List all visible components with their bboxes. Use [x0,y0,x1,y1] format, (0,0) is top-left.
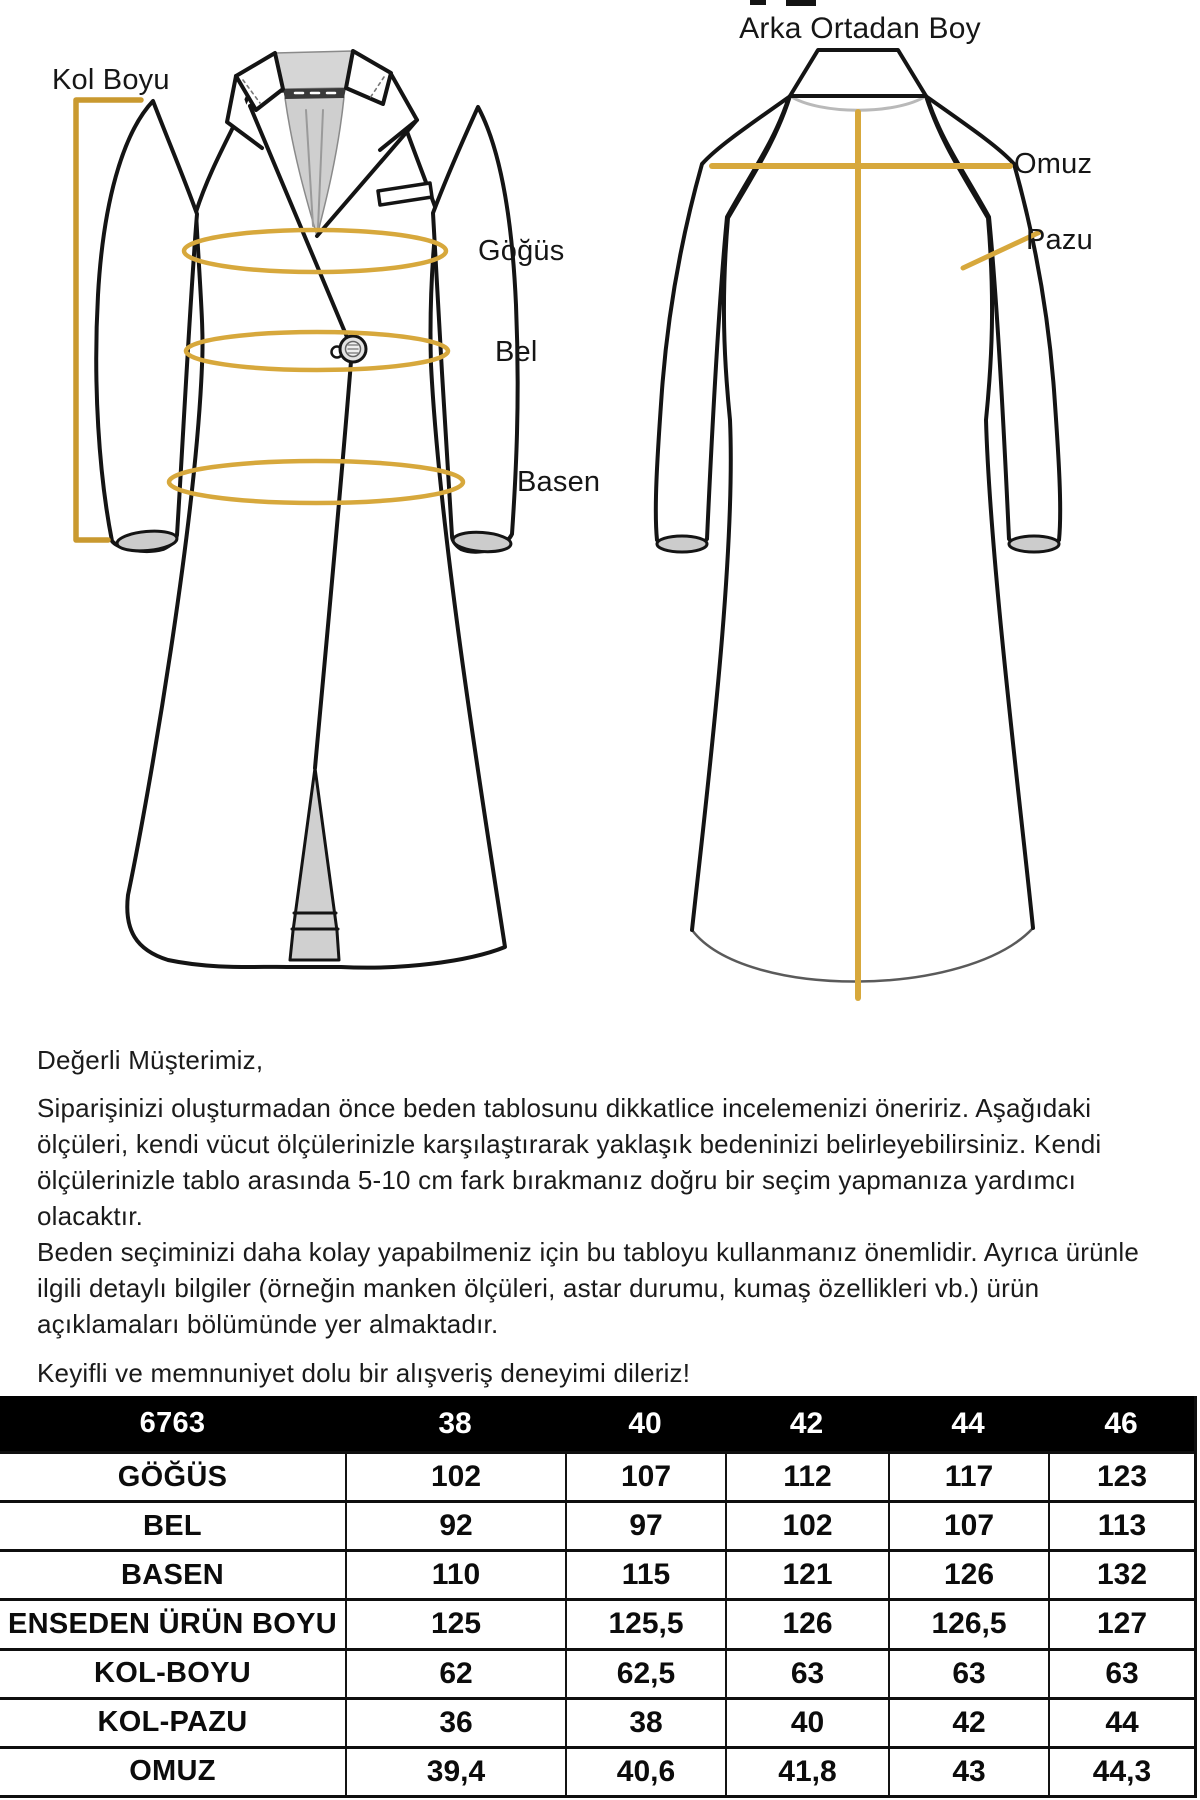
measurement-label-cell: KOL-PAZU [97,1706,248,1739]
measurement-value-cell: 41,8 [725,1749,888,1795]
measurement-value-cell: 112 [725,1454,888,1500]
measurement-value-cell: 102 [345,1454,565,1500]
measurement-value-cell: 40,6 [565,1749,725,1795]
measurement-value-cell: 63 [888,1651,1048,1697]
measurement-label-cell: OMUZ [129,1755,216,1788]
greeting-line: Değerli Müşterimiz, [37,1045,264,1075]
table-row [0,1598,1194,1647]
measurement-value-cell: 107 [565,1454,725,1500]
measurement-value-cell: 117 [888,1454,1048,1500]
measurement-value-cell: 62,5 [565,1651,725,1697]
measurement-value-cell: 132 [1048,1552,1194,1598]
size-header-cell: 38 [438,1406,472,1440]
size-header-cell: 40 [628,1406,662,1440]
measurement-value-cell: 110 [345,1552,565,1598]
intro-text [37,1042,1187,1391]
measurement-value-cell: 38 [565,1700,725,1746]
table-row [0,1697,1194,1746]
top-crop-artifact [750,0,816,6]
label-arka-ortadan-boy: Arka Ortadan Boy [739,12,981,45]
back-collar-gap [275,51,353,89]
table-row [0,1451,1194,1500]
measurement-value-cell: 42 [888,1700,1048,1746]
measurement-value-cell: 113 [1048,1503,1194,1549]
closing-line: Keyifli ve memnuniyet dolu bir alışveriş deneyimi dileriz! [37,1358,691,1388]
front-right-sleeve [433,107,518,552]
table-row [0,1549,1194,1598]
size-header-cell: 46 [1104,1406,1138,1440]
measurement-value-cell: 125 [345,1601,565,1647]
size-header-cell: 44 [951,1406,985,1440]
measurement-value-cell: 126 [725,1601,888,1647]
label-pazu: Pazu [1026,224,1093,256]
label-basen: Basen [517,466,601,498]
measurement-label-cell: BASEN [120,1558,224,1591]
back-right-cuff [1009,536,1059,552]
front-coat-drawing [76,51,518,968]
measurement-value-cell: 62 [345,1651,565,1697]
label-gogus: Göğüs [478,235,565,267]
measurement-value-cell: 39,4 [345,1749,565,1795]
product-code-cell: 6763 [139,1407,206,1439]
measurement-value-cell: 36 [345,1700,565,1746]
measurement-value-cell: 97 [565,1503,725,1549]
back-collar [790,50,926,96]
intro-paragraph-2: Beden seçiminizi daha kolay yapabilmeniz için bu tabloyu kullanmanız önemlidir. Ayrıca ürünle ilgili detaylı bilgiler (örneğin manken ölçüleri, astar durumu, kumaş özellikleri vb.) ürün açıklamaları bölümünde yer almaktadır. [37,1237,1140,1339]
front-left-sleeve [96,101,197,551]
measurement-value-cell: 102 [725,1503,888,1549]
measurement-value-cell: 125,5 [565,1601,725,1647]
measurement-value-cell: 127 [1048,1601,1194,1647]
measurement-label-cell: BEL [143,1509,202,1542]
measurement-value-cell: 121 [725,1552,888,1598]
label-omuz: Omuz [1014,148,1093,180]
measurement-label-cell: GÖĞÜS [117,1460,228,1493]
measurement-value-cell: 92 [345,1503,565,1549]
measurement-value-cell: 123 [1048,1454,1194,1500]
measurement-value-cell: 126,5 [888,1601,1048,1647]
table-row [0,1746,1194,1795]
table-row [0,1648,1194,1697]
measurement-value-cell: 107 [888,1503,1048,1549]
measurement-value-cell: 40 [725,1700,888,1746]
intro-paragraph-1: Siparişinizi oluşturmadan önce beden tablosunu dikkatlice incelemenizi öneririz. Aşağıdaki ölçüleri, kendi vücut ölçülerinizle karşılaştırarak yaklaşık bedeninizi belirleyebilirsiniz. Kendi ölçülerinizle tablo arasında 5-10 cm fark bırakmanız doğru bir seçim yapmanıza yardımcı olacaktır. [37,1093,1102,1231]
measurement-value-cell: 115 [565,1552,725,1598]
size-table-header-row [0,1396,1194,1451]
size-header-cell: 42 [789,1406,824,1440]
measurement-value-cell: 63 [725,1651,888,1697]
back-left-cuff [657,536,707,552]
back-coat-drawing [656,50,1060,998]
table-row [0,1500,1194,1549]
measurement-value-cell: 63 [1048,1651,1194,1697]
measurement-value-cell: 44,3 [1048,1749,1194,1795]
measurement-value-cell: 126 [888,1552,1048,1598]
measurement-value-cell: 43 [888,1749,1048,1795]
label-kol-boyu: Kol Boyu [52,64,170,96]
label-bel: Bel [495,336,538,368]
size-table [0,1396,1197,1798]
measurement-value-cell: 44 [1048,1700,1194,1746]
measurement-label-cell: ENSEDEN ÜRÜN BOYU [8,1607,337,1640]
measurement-label-cell: KOL-BOYU [93,1657,252,1690]
